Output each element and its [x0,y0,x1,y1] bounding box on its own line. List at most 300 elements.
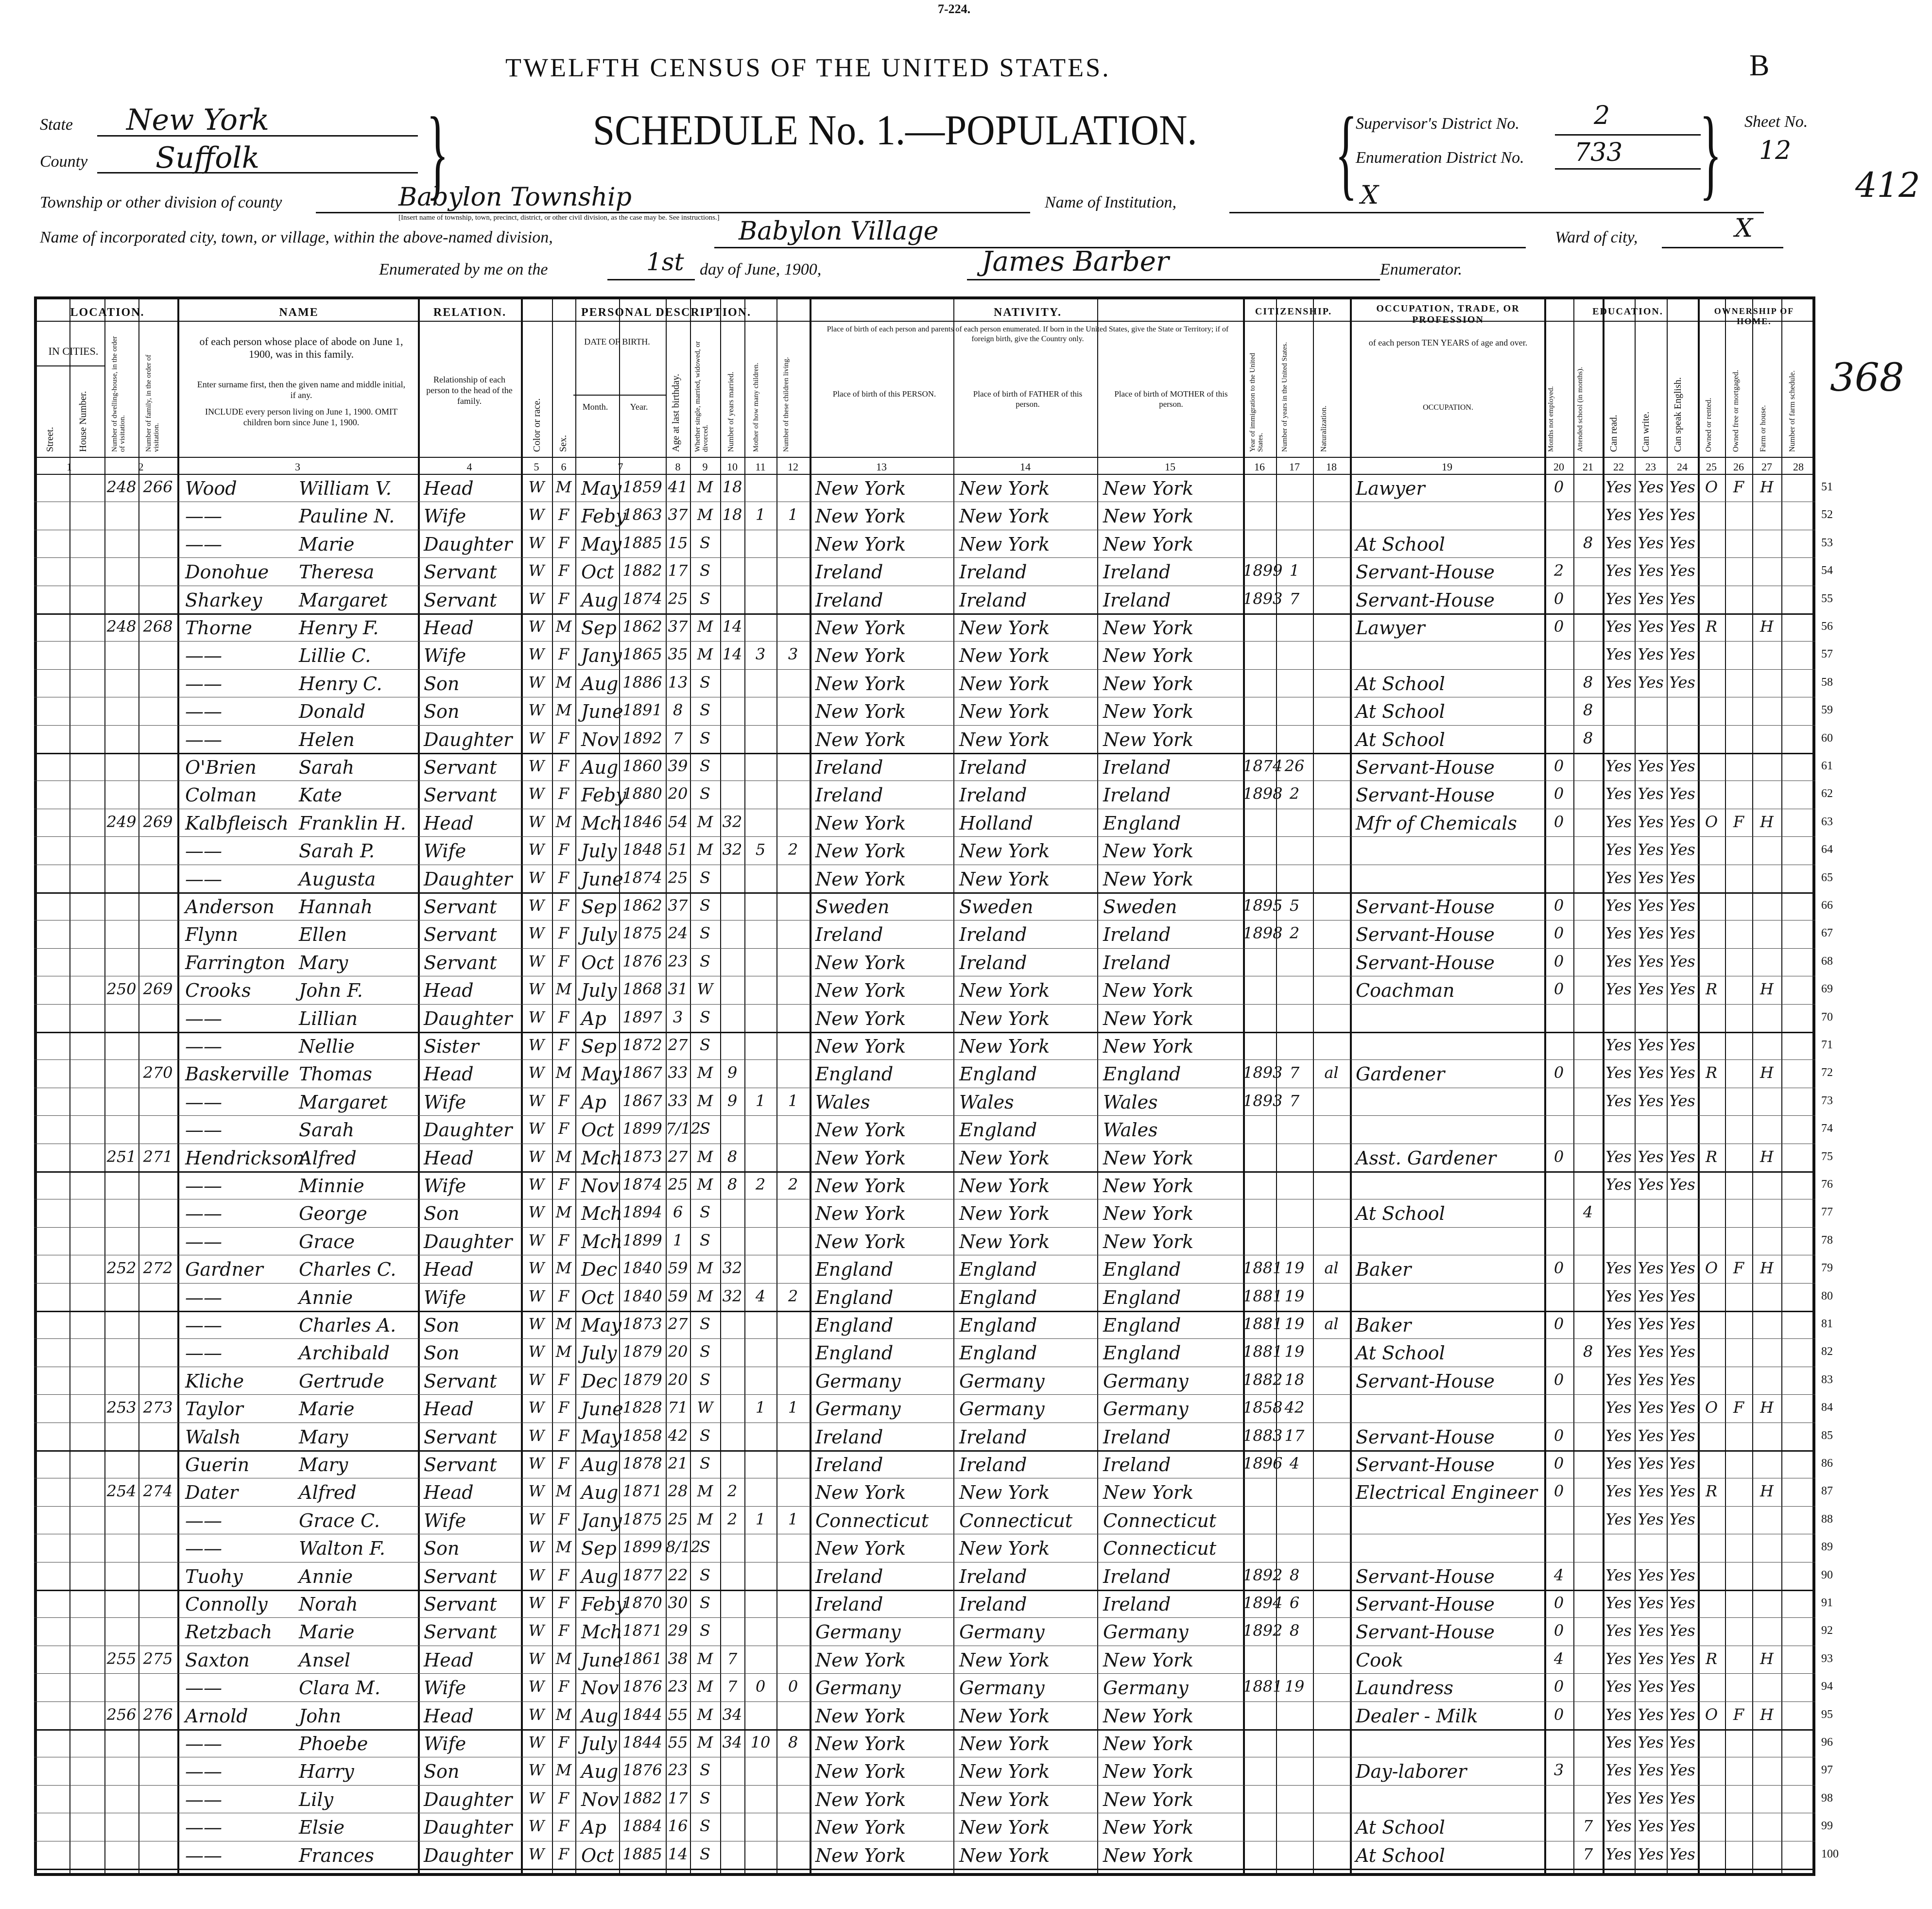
cell-mne: 0 [1553,896,1564,915]
cell-fam: 266 [143,478,173,496]
cell-speak: Yes [1669,952,1695,971]
cell-fpob: England [959,1259,1037,1281]
cell-fpob: New York [959,1817,1050,1839]
row-rule [34,1673,1815,1674]
cell-mon: Mch [581,1621,622,1643]
line-number: 99 [1821,1820,1833,1833]
cell-mne: 0 [1553,757,1564,775]
cell-yus: 19 [1284,1677,1305,1696]
cell-mpob: Wales [1103,1119,1158,1141]
cell-fpob: New York [959,505,1050,527]
cell-occ: Servant-House [1356,896,1495,918]
cell-mar: W [697,1398,713,1417]
cell-age: 17 [668,561,688,580]
column-rule [1725,296,1726,1876]
cell-fam: 269 [143,980,173,999]
cell-fpob: New York [959,1844,1050,1866]
column-rule [953,296,954,1876]
cell-pob: Ireland [815,784,883,806]
cell-speak: Yes [1669,1649,1695,1668]
cell-yr: 1882 [622,561,662,580]
cell-age: 25 [668,589,688,608]
cell-mne: 0 [1553,478,1564,496]
cell-pob: New York [815,1036,906,1057]
column-rule [138,296,139,1876]
cell-yr: 1885 [622,533,662,552]
cell-mpob: Connecticut [1103,1538,1217,1560]
cell-fh: H [1760,1705,1774,1724]
row-rule [34,1729,1815,1731]
cell-sex: F [558,952,569,971]
column-number: 16 [1254,461,1265,473]
header-rule [34,474,1815,475]
cell-sex: F [558,1454,569,1473]
cell-mpob: New York [1103,1844,1194,1866]
cell-fpob: Holland [959,812,1033,834]
cell-speak: Yes [1669,1342,1695,1361]
cell-mar: S [700,1007,710,1026]
cell-pob: England [815,1259,894,1281]
cell-yr: 1876 [622,952,662,971]
cell-age: 14 [668,1844,688,1863]
line-number: 98 [1821,1791,1833,1805]
schedule-title: SCHEDULE No. 1.—POPULATION. [593,107,1197,154]
cell-occ: Servant-House [1356,757,1495,778]
cell-own: O [1705,1259,1718,1278]
cell-rel: Wife [424,505,466,527]
enumerator-label: Enumerator. [1380,260,1463,278]
cell-speak: Yes [1669,1788,1695,1807]
cell-sex: M [555,812,572,831]
cell-fpob: New York [959,617,1050,639]
surname: —— [185,701,222,723]
cell-speak: Yes [1669,1621,1695,1640]
row-rule [34,1338,1815,1339]
column-rule [104,296,105,1876]
cell-yr: 1891 [622,701,662,720]
cell-mon: July [581,924,617,946]
surname: Walsh [185,1426,241,1448]
cell-dw: 255 [106,1649,137,1668]
township-note: [Insert name of township, town, precinct, district, or other civil division, as the case may be. See instructions.] [398,214,720,222]
cell-speak: Yes [1669,673,1695,692]
given-name: Charles A. [299,1315,397,1336]
column-number: 28 [1793,461,1804,473]
cell-rel: Servant [424,1594,497,1615]
county-value: Suffolk [155,141,259,175]
subhead-pob-mother: Place of birth of MOTHER of this person. [1114,389,1228,409]
cell-yr: 1877 [622,1565,662,1584]
cell-fpob: New York [959,533,1050,555]
cell-sex: F [558,1175,569,1194]
cell-mar: M [697,1482,713,1501]
cell-read: Yes [1605,617,1632,636]
cell-age: 37 [668,617,688,636]
cell-pob: Sweden [815,896,890,918]
cell-mon: Feby [581,505,626,527]
given-name: Henry C. [299,673,382,694]
cell-pob: New York [815,1844,906,1866]
cell-imm: 1881 [1243,1259,1283,1278]
cell-age: 8/12 [666,1538,701,1557]
cell-dw: 256 [106,1705,137,1724]
given-name: Henry F. [299,617,379,639]
line-number: 81 [1821,1318,1833,1330]
cell-mpob: New York [1103,478,1194,499]
cell-ym: 18 [722,505,742,524]
cell-fh: H [1760,1063,1774,1082]
given-name: Mary [299,1454,348,1475]
cell-mon: Aug [581,1454,619,1475]
cell-sex: F [558,757,569,775]
cell-mon: Sep [581,617,617,639]
cell-mar: S [700,1370,710,1389]
cell-occ: Baker [1356,1315,1412,1336]
cell-yr: 1873 [622,1315,662,1333]
cell-att: 8 [1583,1342,1593,1361]
cell-mne: 2 [1553,561,1564,580]
cell-pob: Germany [815,1621,901,1643]
cell-occ: Lawyer [1356,617,1425,639]
enumeration-value: 733 [1574,138,1623,167]
column-rule [69,296,70,1876]
row-rule [34,1059,1815,1060]
cell-read: Yes [1605,1733,1632,1752]
cell-yr: 1897 [622,1007,662,1026]
cell-speak: Yes [1669,1454,1695,1473]
line-number: 56 [1821,620,1833,633]
cell-mpob: New York [1103,1203,1194,1225]
cell-fpob: New York [959,1007,1050,1029]
given-name: William V. [299,478,392,499]
cell-fpob: Ireland [959,589,1027,611]
cell-pob: England [815,1286,894,1308]
cell-fpob: New York [959,729,1050,750]
surname: —— [185,1091,222,1113]
row-rule [34,1506,1815,1507]
cell-write: Yes [1638,1705,1664,1724]
line-number: 77 [1821,1206,1833,1219]
cell-mne: 0 [1553,980,1564,999]
cell-occ: Servant-House [1356,784,1495,806]
cell-read: Yes [1605,812,1632,831]
cell-yr: 1884 [622,1817,662,1836]
cell-mpob: Ireland [1103,924,1171,946]
cell-col: W [528,617,545,636]
surname: Colman [185,784,257,806]
line-number: 60 [1821,731,1833,745]
cell-yr: 1886 [622,673,662,692]
line-number: 75 [1821,1150,1833,1163]
surname: —— [185,645,222,667]
cell-dw: 248 [106,478,137,496]
cell-read: Yes [1605,1510,1632,1528]
row-rule [34,1171,1815,1173]
cell-write: Yes [1638,1147,1664,1166]
line-number: 68 [1821,954,1833,968]
cell-mpob: New York [1103,1705,1194,1727]
surname: Wood [185,478,237,499]
given-name: Annie [299,1565,353,1587]
cell-yr: 1899 [622,1538,662,1557]
cell-write: Yes [1638,1594,1664,1612]
cell-pob: England [815,1342,894,1364]
cell-mar: M [697,1147,713,1166]
enumerated-prefix: Enumerated by me on the [379,260,548,278]
group-nativity: NATIVITY. [993,306,1062,319]
cell-moth: 1 [755,505,766,524]
column-rule [1313,296,1314,1876]
subhead-owned-rented: Owned or rented. [1705,398,1713,452]
cell-mpob: New York [1103,1761,1194,1783]
cell-read: Yes [1605,1482,1632,1501]
line-number: 51 [1821,481,1833,493]
cell-write: Yes [1638,1454,1664,1473]
cell-age: 20 [668,1342,688,1361]
given-name: Gertrude [299,1370,384,1392]
cell-age: 55 [668,1705,688,1724]
cell-occ: Servant-House [1356,952,1495,973]
cell-imm: 1874 [1243,757,1283,775]
cell-mpob: Ireland [1103,1426,1171,1448]
cell-mne: 4 [1553,1649,1564,1668]
subhead-can-write: Can write. [1640,411,1651,452]
cell-sex: F [558,1733,569,1752]
cell-mar: S [700,757,710,775]
cell-age: 25 [668,1510,688,1528]
cell-fpob: Ireland [959,952,1027,973]
cell-ym: 14 [722,617,742,636]
cell-yus: 7 [1289,1091,1300,1110]
cell-read: Yes [1605,980,1632,999]
cell-ym: 32 [722,1286,742,1305]
given-name: Marie [299,1621,355,1643]
cell-speak: Yes [1669,1733,1695,1752]
surname: Farrington [185,952,286,973]
row-rule [34,753,1815,754]
cell-sex: M [555,1538,572,1557]
cell-fam: 276 [143,1705,173,1724]
cell-age: 7/12 [666,1119,701,1138]
cell-mon: Oct [581,1119,614,1141]
row-rule [34,1785,1815,1786]
cell-mne: 0 [1553,1677,1564,1696]
subhead-years-in-us: Number of years in the United States. [1281,342,1289,452]
cell-fpob: New York [959,1538,1050,1560]
cell-mon: Nov [581,1788,619,1810]
column-number: 7 [618,461,623,473]
cell-ym: 32 [722,840,742,859]
cell-mon: Dec [581,1259,618,1281]
cell-mne: 0 [1553,589,1564,608]
given-name: Pauline N. [299,505,395,527]
cell-free: F [1733,478,1744,496]
cell-ym: 14 [722,645,742,664]
subhead-naturalization: Naturalization. [1320,405,1328,452]
cell-rel: Daughter [424,729,513,750]
cell-pob: New York [815,1761,906,1783]
cell-pob: New York [815,701,906,723]
cell-imm: 1881 [1243,1677,1283,1696]
cell-moth: 4 [755,1286,766,1305]
cell-speak: Yes [1669,1844,1695,1863]
cell-rel: Head [424,1649,474,1671]
cell-col: W [528,868,545,887]
surname: —— [185,1677,222,1699]
cell-mar: M [697,617,713,636]
cell-fpob: New York [959,1705,1050,1727]
cell-fpob: Germany [959,1677,1045,1699]
column-rule [776,296,777,1876]
cell-col: W [528,729,545,747]
enumerated-mid: day of June, 1900, [700,260,822,278]
cell-nat: al [1324,1063,1339,1082]
cell-occ: Servant-House [1356,1426,1495,1448]
cell-imm: 1898 [1243,924,1283,943]
cell-yus: 7 [1289,1063,1300,1082]
surname: —— [185,533,222,555]
line-number: 53 [1821,536,1833,549]
cell-speak: Yes [1669,1817,1695,1836]
cell-occ: Servant-House [1356,589,1495,611]
column-number: 6 [561,461,567,473]
group-name: NAME [279,306,319,319]
cell-age: 54 [668,812,688,831]
column-number: 4 [466,461,472,473]
cell-rel: Son [424,1342,460,1364]
row-rule [34,1115,1815,1116]
cell-nat: al [1324,1315,1339,1333]
line-number: 57 [1821,648,1833,661]
cell-sex: F [558,1594,569,1612]
cell-imm: 1893 [1243,1063,1283,1082]
cell-read: Yes [1605,1788,1632,1807]
given-name: Minnie [299,1175,364,1197]
cell-col: W [528,896,545,915]
cell-write: Yes [1638,896,1664,915]
surname: Thorne [185,617,252,639]
given-name: Sarah [299,757,354,778]
cell-ym: 8 [727,1147,738,1166]
surname: Flynn [185,924,238,946]
cell-mpob: England [1103,1063,1181,1085]
cell-col: W [528,1063,545,1082]
cell-col: W [528,1370,545,1389]
cell-yr: 1865 [622,645,662,664]
cell-mpob: Ireland [1103,952,1171,973]
cell-att: 7 [1583,1817,1593,1836]
cell-mne: 0 [1553,1594,1564,1612]
subhead-dwelling: Number of dwelling-house, in the order of visitation. [111,336,126,452]
cell-yr: 1861 [622,1649,662,1668]
cell-col: W [528,1677,545,1696]
column-rule [1350,296,1352,1876]
cell-mpob: England [1103,1342,1181,1364]
column-number: 24 [1677,461,1688,473]
cell-mon: Nov [581,1677,619,1699]
cell-write: Yes [1638,1788,1664,1807]
cell-sex: F [558,561,569,580]
cell-own: O [1705,1705,1718,1724]
cell-mon: July [581,980,617,1002]
cell-rel: Head [424,1259,474,1281]
cell-sex: F [558,1231,569,1250]
cell-mpob: Germany [1103,1621,1189,1643]
subhead-year: Year. [630,402,648,412]
cell-col: W [528,1733,545,1752]
cell-rel: Servant [424,1370,497,1392]
cell-pob: Ireland [815,924,883,946]
cell-read: Yes [1605,1565,1632,1584]
cell-write: Yes [1638,924,1664,943]
cell-mar: M [697,1286,713,1305]
column-rule [720,296,721,1876]
cell-sex: F [558,1565,569,1584]
cell-age: 37 [668,896,688,915]
cell-write: Yes [1638,1761,1664,1780]
cell-yr: 1862 [622,617,662,636]
cell-read: Yes [1605,1594,1632,1612]
cell-mar: S [700,924,710,943]
cell-mar: S [700,729,710,747]
cell-yus: 19 [1284,1342,1305,1361]
given-name: John F. [299,980,363,1002]
line-number: 65 [1821,871,1833,884]
cell-mon: July [581,1342,617,1364]
subhead-free-mortgaged: Owned free or mortgaged. [1732,370,1740,452]
cell-imm: 1894 [1243,1594,1283,1612]
cell-read: Yes [1605,1091,1632,1110]
column-rule [1752,296,1753,1876]
cell-yus: 19 [1284,1259,1305,1278]
cell-read: Yes [1605,924,1632,943]
cell-mpob: New York [1103,505,1194,527]
cell-rel: Servant [424,896,497,918]
cell-mon: Aug [581,757,619,778]
cell-occ: Servant-House [1356,1621,1495,1643]
line-number: 76 [1821,1178,1833,1191]
cell-col: W [528,757,545,775]
cell-mpob: New York [1103,1817,1194,1839]
cell-col: W [528,1565,545,1584]
cell-mpob: Ireland [1103,589,1171,611]
header-brace-mid: { [1335,97,1358,209]
row-rule [34,725,1815,726]
cell-sex: F [558,1007,569,1026]
cell-sex: M [555,1147,572,1166]
cell-sex: F [558,1370,569,1389]
cell-rel: Wife [424,645,466,667]
cell-col: W [528,1203,545,1222]
cell-occ: Servant-House [1356,1594,1495,1615]
line-number: 64 [1821,843,1833,856]
subhead-relation: Relationship of each person to the head of the family. [426,375,513,406]
institution-value: X [1361,181,1379,210]
form-number: 7-224. [938,2,971,16]
cell-age: 7 [673,729,683,747]
cell-age: 38 [668,1649,688,1668]
cell-ym: 34 [722,1733,742,1752]
subhead-pob-person: Place of birth of this PERSON. [832,389,936,399]
column-number: 27 [1761,461,1772,473]
subhead-street: Street. [45,427,55,452]
cell-pob: New York [815,980,906,1002]
cell-yr: 1899 [622,1119,662,1138]
cell-write: Yes [1638,645,1664,664]
cell-fh: H [1760,812,1774,831]
cell-age: 8 [673,701,683,720]
cell-sex: F [558,1621,569,1640]
